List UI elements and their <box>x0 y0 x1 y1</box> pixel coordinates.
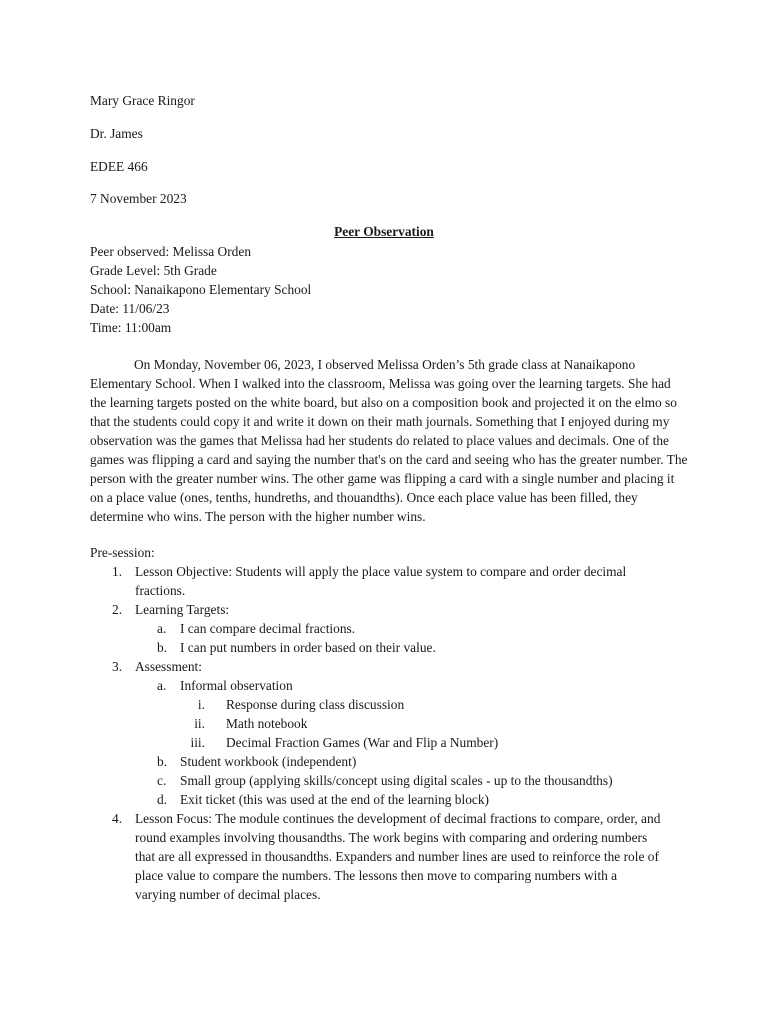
list-item-text: Lesson Objective: Students will apply the place value system to compare and order decimal <box>135 564 627 579</box>
list-marker: ii. <box>194 716 205 731</box>
observation-paragraph: On Monday, November 06, 2023, I observed Melissa Orden’s 5th grade class at Nanaikapono Elementary School. When I walked into the classroom, Melissa was going over the learning targets. She had the learning targets posted on the white board, but also on a composition book and projected it on the elmo so that the students could copy it and write it down on their math journals. Something that I enjoyed during my observation was the games that Melissa had her students do related to place values and decimals. One of the games was flipping a card and saying the number that's on the card and seeing who has the greater number. The person with the greater number wins. The other game was flipping a card with a single number and placing it on a place value (ones, tenths, hundreths, and thouandths). Once each place value has been filled, they determine who wins. The person with the higher number wins. <box>90 357 688 524</box>
instructor-name: Dr. James <box>90 126 143 141</box>
outline-item-4 <box>90 809 690 828</box>
document-date: 7 November 2023 <box>90 191 187 206</box>
outline-item-2a <box>90 619 690 638</box>
list-item-text: Decimal Fraction Games (War and Flip a Number) <box>226 735 499 750</box>
list-item-text: Learning Targets: <box>135 602 230 617</box>
list-marker: 4. <box>112 811 123 826</box>
outline-item-3a-i <box>90 695 690 714</box>
outline-item-3c <box>90 771 690 790</box>
list-item-text: fractions. <box>135 583 186 598</box>
outline-item-3 <box>90 657 690 676</box>
list-marker: a. <box>157 678 167 693</box>
info-time: Time: 11:00am <box>90 320 172 335</box>
outline-item-2b <box>90 638 690 657</box>
list-marker: b. <box>157 754 168 769</box>
list-item-text: that are all expressed in thousandths. Expanders and number lines are used to reinforce the role of <box>135 849 659 864</box>
outline-item-4-cont <box>90 866 690 885</box>
list-item-text: Student workbook (independent) <box>180 754 357 769</box>
list-item-text: round examples involving thousandths. The work begins with comparing and ordering numbers <box>135 830 648 845</box>
info-date: Date: 11/06/23 <box>90 301 170 316</box>
outline-item-3a <box>90 676 690 695</box>
list-item-text: I can put numbers in order based on their value. <box>180 640 436 655</box>
list-item-text: Math notebook <box>226 716 308 731</box>
presession-label: Pre-session: <box>90 545 155 560</box>
list-item-text: Lesson Focus: The module continues the development of decimal fractions to compare, order, and <box>135 811 661 826</box>
presession-outline <box>90 562 690 904</box>
document-title: Peer Observation <box>334 224 434 239</box>
outline-item-3d <box>90 790 690 809</box>
list-marker: d. <box>157 792 168 807</box>
info-school: School: Nanaikapono Elementary School <box>90 282 312 297</box>
outline-item-4-cont <box>90 828 690 847</box>
list-item-text: Informal observation <box>180 678 293 693</box>
info-peer: Peer observed: Melissa Orden <box>90 244 252 259</box>
list-marker: c. <box>157 773 167 788</box>
list-item-text: I can compare decimal fractions. <box>180 621 356 636</box>
outline-item-4-cont <box>90 847 690 866</box>
outline-item-4-cont <box>90 885 690 904</box>
outline-item-1-cont <box>90 581 690 600</box>
outline-item-1 <box>90 562 690 581</box>
outline-item-3b <box>90 752 690 771</box>
info-grade: Grade Level: 5th Grade <box>90 263 217 278</box>
course-code: EDEE 466 <box>90 159 148 174</box>
list-marker: 2. <box>112 602 123 617</box>
outline-item-2 <box>90 600 690 619</box>
list-item-text: place value to compare the numbers. The lessons then move to comparing numbers with a <box>135 868 618 883</box>
list-item-text: Assessment: <box>135 659 202 674</box>
list-marker: iii. <box>190 735 205 750</box>
list-marker: a. <box>157 621 167 636</box>
list-item-text: varying number of decimal places. <box>135 887 321 902</box>
list-marker: 1. <box>112 564 123 579</box>
list-marker: i. <box>197 697 205 712</box>
author-name: Mary Grace Ringor <box>90 93 195 108</box>
observation-info <box>90 242 311 337</box>
list-item-text: Exit ticket (this was used at the end of the learning block) <box>180 792 490 807</box>
outline-item-3a-iii <box>90 733 690 752</box>
list-item-text: Response during class discussion <box>226 697 405 712</box>
list-item-text: Small group (applying skills/concept using digital scales - up to the thousandths) <box>180 773 613 788</box>
list-marker: 3. <box>112 659 123 674</box>
list-marker: b. <box>157 640 168 655</box>
outline-item-3a-ii <box>90 714 690 733</box>
